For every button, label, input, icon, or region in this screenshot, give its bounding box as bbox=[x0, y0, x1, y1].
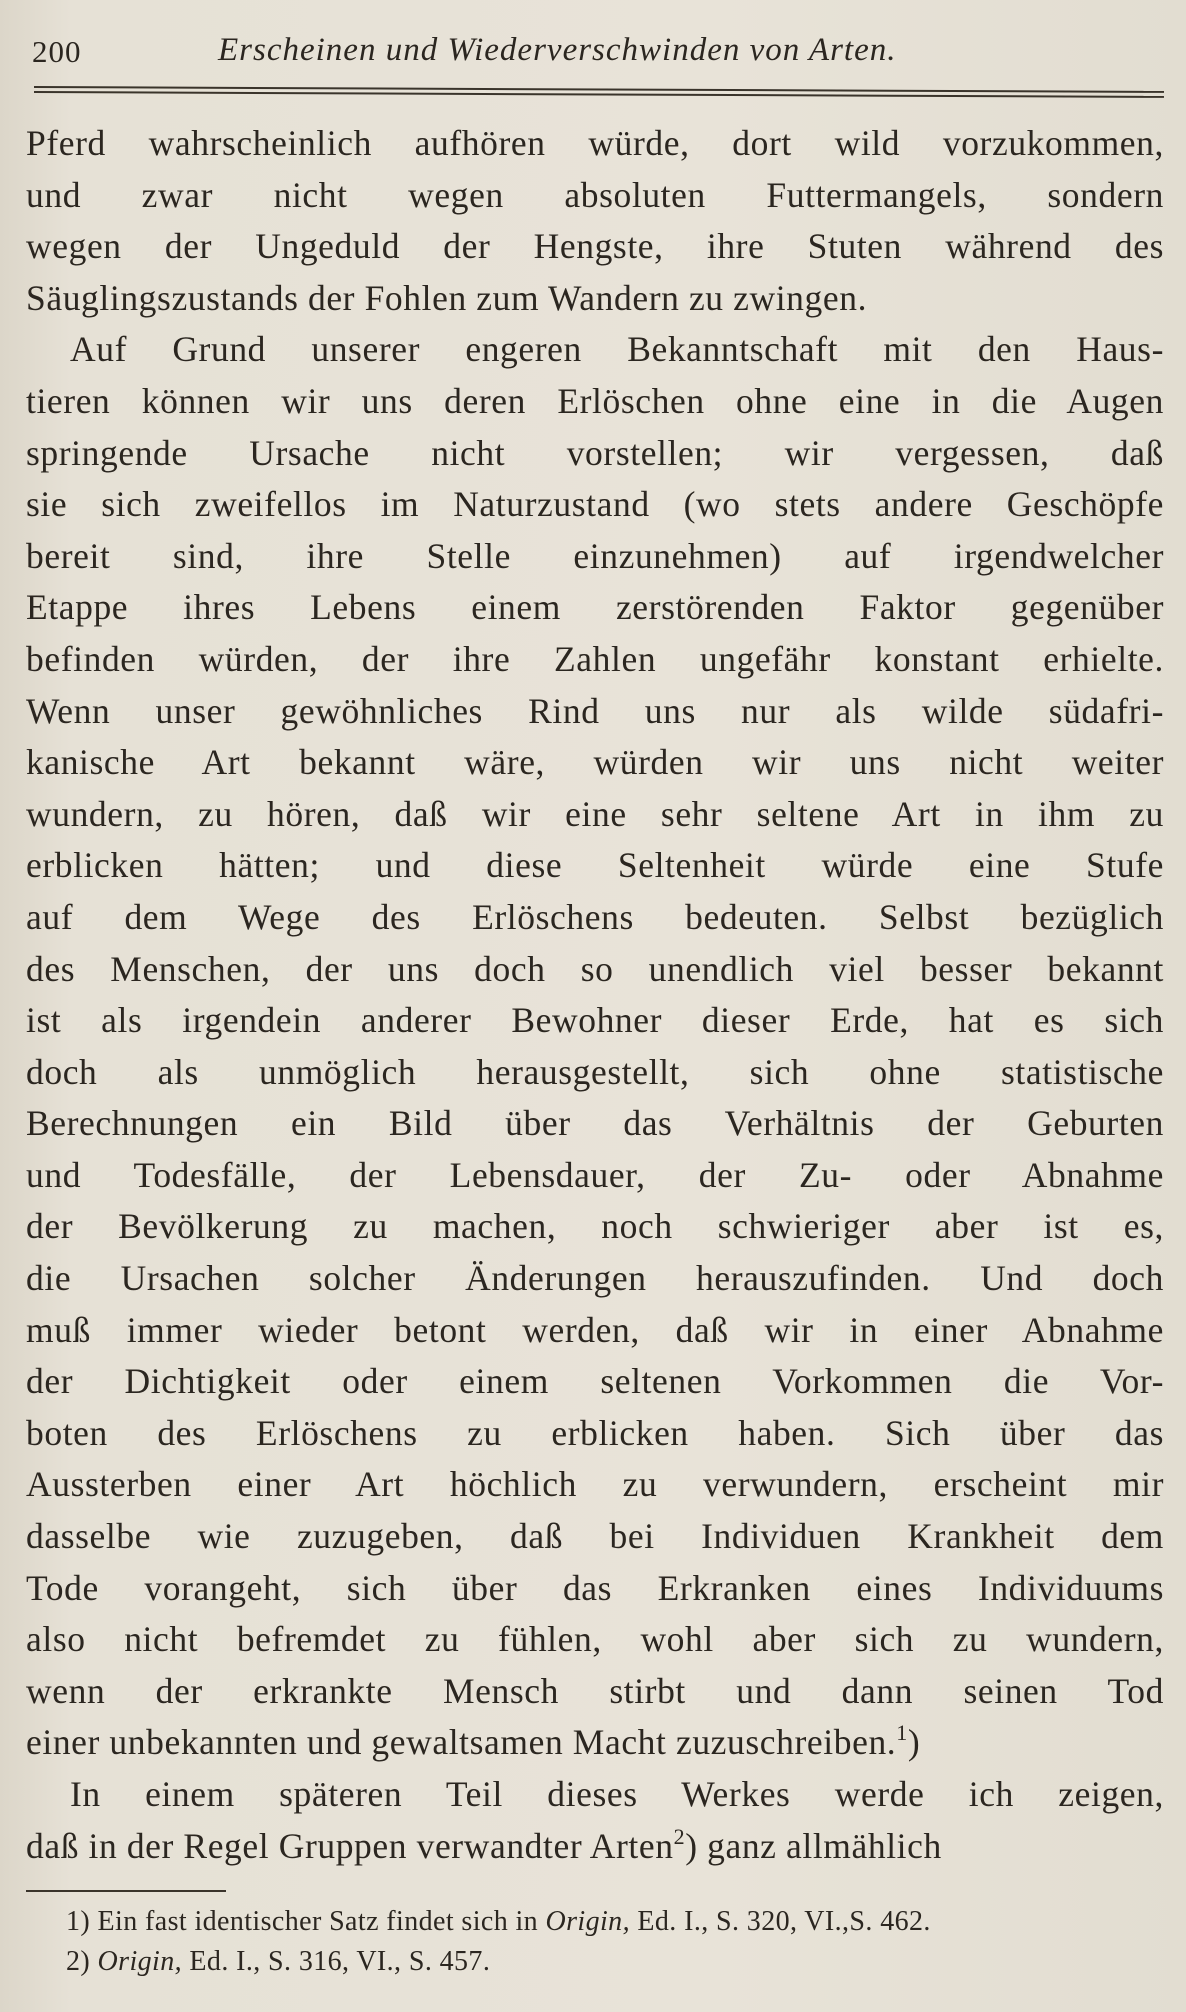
text-line: sie sich zweifellos im Naturzustand (wo stets andere Geschöpfe bbox=[26, 484, 1164, 525]
text-line: also nicht befremdet zu fühlen, wohl aber sich zu wundern, bbox=[26, 1619, 1164, 1660]
text-line: erblicken hätten; und diese Seltenheit würde eine Stufe bbox=[26, 845, 1164, 886]
text-line: muß immer wieder betont werden, daß wir in einer Abnahme bbox=[26, 1309, 1164, 1350]
footnote-reference: Ed. I., S. 320, VI.,S. 462. bbox=[637, 1906, 931, 1937]
text-line: und zwar nicht wegen absoluten Futtermangels, sondern bbox=[26, 174, 1164, 215]
text-line: boten des Erlöschens zu erblicken haben. Sich über das bbox=[26, 1412, 1164, 1453]
footnote-marker: 1) bbox=[66, 1906, 91, 1937]
footnote-title: Origin, bbox=[545, 1906, 630, 1937]
page-header bbox=[28, 30, 1160, 74]
text-line: dasselbe wie zuzugeben, daß bei Individuen Krankheit dem bbox=[26, 1516, 1164, 1557]
text-line: wenn der erkrankte Mensch stirbt und dann seinen Tod bbox=[26, 1670, 1164, 1711]
text-line: bereit sind, ihre Stelle einzunehmen) auf irgendwelcher bbox=[26, 535, 1164, 576]
text-line: Berechnungen ein Bild über das Verhältnis der Geburten bbox=[26, 1103, 1164, 1144]
running-title: Erscheinen und Wiederverschwinden von Arten. bbox=[218, 32, 897, 68]
text-line: wundern, zu hören, daß wir eine sehr seltene Art in ihm zu bbox=[26, 793, 1164, 834]
header-double-rule bbox=[34, 86, 1164, 98]
footnote-1 bbox=[66, 1902, 1156, 1942]
page-number: 200 bbox=[32, 34, 82, 69]
footnote-mark-1: 1 bbox=[896, 1720, 908, 1746]
text-line: springende Ursache nicht vorstellen; wir vergessen, daß bbox=[26, 432, 1164, 473]
text-line: Etappe ihres Lebens einem zerstörenden Faktor gegenüber bbox=[26, 587, 1164, 628]
footnote-mark-1-paren: ) bbox=[907, 1722, 921, 1763]
text-line: Tode vorangeht, sich über das Erkranken eines Individuums bbox=[26, 1567, 1164, 1608]
text-line-content: ) ganz allmählich bbox=[685, 1825, 942, 1866]
text-line: Aussterben einer Art höchlich zu verwundern, erscheint mir bbox=[26, 1464, 1164, 1505]
text-line: die Ursachen solcher Änderungen herauszufinden. Und doch bbox=[26, 1258, 1164, 1299]
text-line: Wenn unser gewöhnliches Rind uns nur als wilde südafri- bbox=[26, 690, 1164, 731]
text-line-content: einer unbekannten und gewaltsamen Macht zuzuschreiben. bbox=[26, 1722, 897, 1763]
text-line: der Dichtigkeit oder einem seltenen Vorkommen die Vor- bbox=[26, 1361, 1164, 1402]
footnote-2 bbox=[66, 1942, 1156, 1982]
text-line: und Todesfälle, der Lebensdauer, der Zu- oder Abnahme bbox=[26, 1154, 1164, 1195]
text-line: ist als irgendein anderer Bewohner dieser Erde, hat es sich bbox=[26, 1000, 1164, 1041]
text-line-with-footnote bbox=[26, 1821, 1164, 1873]
text-line: des Menschen, der uns doch so unendlich viel besser bekannt bbox=[26, 948, 1164, 989]
footnote-title: Origin, bbox=[97, 1946, 183, 1977]
footnote-mark-2: 2 bbox=[673, 1823, 686, 1849]
footnotes bbox=[66, 1902, 1156, 1982]
footnote-rule bbox=[26, 1890, 226, 1892]
footnote-marker: 2) bbox=[66, 1946, 91, 1977]
footnote-text: Ein fast identischer Satz findet sich in bbox=[97, 1906, 539, 1937]
footnote-reference: Ed. I., S. 316, VI., S. 457. bbox=[189, 1946, 491, 1977]
text-line: tieren können wir uns deren Erlöschen ohne eine in die Augen bbox=[26, 380, 1164, 421]
text-line: wegen der Ungeduld der Hengste, ihre Stuten während des bbox=[26, 226, 1164, 267]
text-line-content: daß in der Regel Gruppen verwandter Arten bbox=[26, 1825, 674, 1866]
text-line: In einem späteren Teil dieses Werkes werde ich zeigen, bbox=[70, 1774, 1164, 1814]
text-line: Säuglingszustands der Fohlen zum Wandern zu zwingen. bbox=[26, 277, 868, 318]
text-line-with-footnote bbox=[26, 1717, 1164, 1769]
text-line: auf dem Wege des Erlöschens bedeuten. Selbst bezüglich bbox=[26, 896, 1164, 937]
text-line: Pferd wahrscheinlich aufhören würde, dort wild vorzukommen, bbox=[26, 123, 1164, 163]
text-line: kanische Art bekannt wäre, würden wir uns nicht weiter bbox=[26, 742, 1164, 783]
text-line: der Bevölkerung zu machen, noch schwieriger aber ist es, bbox=[26, 1206, 1164, 1247]
body-text bbox=[26, 118, 1164, 1872]
text-line: befinden würden, der ihre Zahlen ungefähr konstant erhielte. bbox=[26, 638, 1164, 679]
text-line: Auf Grund unserer engeren Bekanntschaft mit den Haus- bbox=[70, 329, 1164, 370]
text-line: doch als unmöglich herausgestellt, sich ohne statistische bbox=[26, 1051, 1164, 1092]
